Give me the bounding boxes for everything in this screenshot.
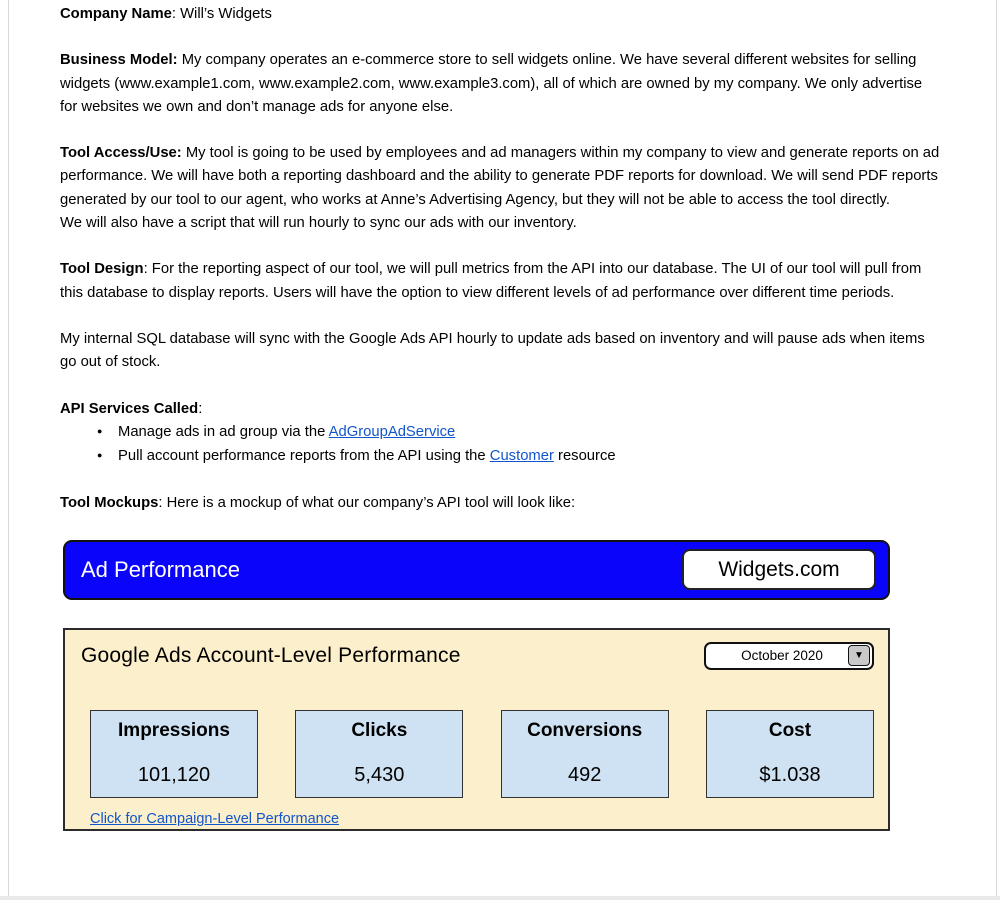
panel-header [81, 642, 874, 670]
api-services-colon: : [198, 400, 203, 417]
tool-design-paragraph [60, 258, 940, 305]
metric-card-clicks [295, 710, 463, 798]
bullet-dot-icon: ● [97, 450, 103, 461]
api-services-list [60, 421, 940, 470]
business-model-text: My company operates an e-commerce store to sell widgets online. We have several different websites for selling widgets (www.example1.com, www.example2.com, www.example3.com), all of which are owned by my company. We only advertise for websites we own and don’t manage ads for anyone else. [60, 52, 923, 115]
widgets-site-button[interactable]: Widgets.com [682, 549, 876, 590]
business-model-label: Business Model: [60, 52, 178, 69]
panel-title: Google Ads Account-Level Performance [81, 644, 461, 668]
company-name-value: : Will’s Widgets [171, 6, 272, 22]
company-name-label: Company Name [60, 6, 172, 22]
metric-card-conversions [501, 710, 669, 798]
metric-value: 101,120 [137, 764, 211, 787]
business-model-paragraph [60, 49, 940, 119]
dropdown-button[interactable] [848, 645, 870, 666]
mockup-title: Ad Performance [81, 557, 240, 583]
company-name-paragraph [60, 3, 940, 26]
bullet-suffix: resource [553, 448, 616, 465]
metric-label: Cost [768, 719, 812, 741]
period-dropdown-value: October 2020 [741, 648, 823, 664]
metric-label: Clicks [351, 719, 408, 741]
customer-resource-link[interactable]: Customer [489, 448, 554, 465]
bullet-text [118, 421, 455, 444]
panel-link-row [81, 811, 874, 828]
tool-mockups-paragraph [60, 492, 940, 515]
metric-value: $1.038 [759, 764, 821, 787]
metric-card-cost [706, 710, 874, 798]
bullet-prefix: Pull account performance reports from the API using the [118, 448, 490, 465]
metric-label: Impressions [118, 719, 230, 741]
tool-design-text: : For the reporting aspect of our tool, we will pull metrics from the API into our database. The UI of our tool will pull from this database to display reports. Users will have the option to view different levels of ad performance over different time periods. [60, 261, 922, 301]
sql-sync-paragraph: My internal SQL database will sync with the Google Ads API hourly to update ads based on inventory and will pause ads when items go out of stock. [60, 330, 925, 371]
tool-access-line2: We will also have a script that will run hourly to sync our ads with our inventory. [60, 215, 577, 232]
tool-design-label: Tool Design [60, 261, 144, 278]
tool-access-text: My tool is going to be used by employees and ad managers within my company to view and generate reports on ad performance. We will have both a reporting dashboard and the ability to generate PDF reports for download. We will send PDF reports generated by our tool to our agent, who works at Anne’s Advertising Agency, but they will not be able to access the tool directly. [60, 145, 940, 208]
bullet-dot-icon: ● [97, 425, 103, 436]
page-right-edge [996, 0, 997, 900]
metrics-row [81, 710, 874, 798]
period-dropdown[interactable] [704, 642, 874, 670]
list-item [60, 421, 940, 445]
tool-mockups-label: Tool Mockups [60, 495, 159, 512]
bullet-text [118, 445, 616, 468]
document-content [9, 0, 996, 896]
bullet-prefix: Manage ads in ad group via the [118, 423, 329, 440]
metric-value: 492 [567, 764, 602, 787]
api-services-label: API Services Called [60, 400, 199, 417]
metric-value: 5,430 [354, 764, 405, 787]
chevron-down-icon: ▼ [854, 650, 864, 662]
adgroupadservice-link[interactable]: AdGroupAdService [328, 423, 456, 440]
account-performance-panel [63, 628, 890, 831]
tool-mockups-text: : Here is a mockup of what our company’s API tool will look like: [158, 495, 576, 512]
tool-access-paragraph [60, 142, 940, 235]
tool-access-label: Tool Access/Use: [60, 145, 182, 162]
api-services-heading [60, 398, 940, 421]
metric-card-impressions [90, 710, 258, 798]
mockup-header-bar [63, 540, 890, 600]
list-item [60, 445, 940, 469]
campaign-level-link[interactable]: Click for Campaign-Level Performance [90, 810, 340, 827]
page-bottom-edge [0, 896, 1000, 900]
metric-label: Conversions [527, 719, 643, 741]
